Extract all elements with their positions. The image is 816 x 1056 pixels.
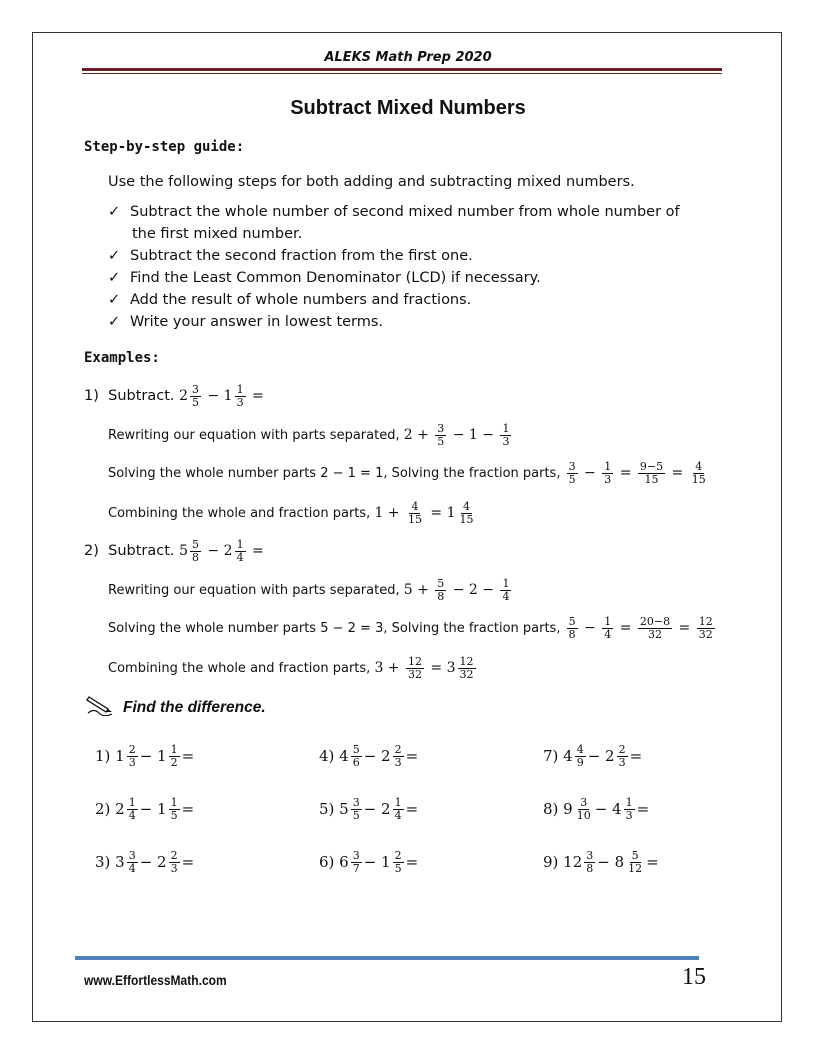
check-icon: ✓	[108, 270, 121, 286]
exercise-number: 4)	[319, 747, 335, 766]
check-icon: ✓	[108, 204, 121, 220]
solve-expression: $\frac{3}{5}$ − $\frac{1}{3}$ = $\frac{9-5}{15}$ = $\frac{4}{15}$	[568, 460, 706, 486]
exercise-item: 6) 6 $\frac{3}{7}$ − 1 $\frac{2}{5}$ =	[319, 849, 419, 875]
guide-step	[108, 314, 383, 330]
pencil-icon	[86, 694, 116, 720]
exercise-item: 5) 5 $\frac{3}{5}$ − 2 $\frac{1}{4}$ =	[319, 796, 419, 822]
guide-step-text: Subtract the second fraction from the first one.	[130, 248, 473, 264]
example-2-problem	[84, 539, 264, 563]
guide-step	[108, 292, 471, 308]
rewrite-text: Rewriting our equation with parts separated,	[108, 582, 400, 598]
exercise-item: 7) 4 $\frac{4}{9}$ − 2 $\frac{2}{3}$ =	[543, 743, 643, 769]
example-2-solve	[108, 616, 717, 640]
guide-step-text: Add the result of whole numbers and fractions.	[130, 292, 472, 308]
check-icon: ✓	[108, 248, 121, 264]
rewrite-expression: 2 + $\frac{3}{5}$ − 1 − $\frac{1}{3}$	[403, 422, 510, 448]
footer-rule	[75, 956, 699, 960]
exercise-item: 1) 1 $\frac{2}{3}$ − 1 $\frac{1}{2}$ =	[95, 743, 195, 769]
page-number: 15	[682, 964, 706, 990]
example-1-rewrite	[108, 423, 513, 447]
combine-text: Combining the whole and fraction parts,	[108, 660, 371, 676]
example-2-combine	[108, 656, 478, 680]
combine-text: Combining the whole and fraction parts,	[108, 505, 371, 521]
solve-text: Solving the whole number parts 2 − 1 = 1, Solving the fraction parts,	[108, 465, 561, 481]
guide-step	[108, 248, 473, 264]
guide-step-text: Find the Least Common Denominator (LCD) if necessary.	[130, 270, 541, 286]
exercise-item: 3) 3 $\frac{3}{4}$ − 2 $\frac{2}{3}$ =	[95, 849, 195, 875]
exercise-number: 9)	[543, 853, 559, 872]
example-2-rewrite	[108, 578, 513, 602]
rewrite-expression: 5 + $\frac{5}{8}$ − 2 − $\frac{1}{4}$	[403, 577, 510, 603]
exercise-item: 4) 4 $\frac{5}{6}$ − 2 $\frac{2}{3}$ =	[319, 743, 419, 769]
guide-step	[108, 270, 541, 286]
example-1-expression: 2 $\frac{3}{5}$ − 1 $\frac{1}{3}$ =	[179, 383, 264, 409]
header-rule-thin	[82, 73, 722, 74]
exercise-number: 8)	[543, 800, 559, 819]
guide-step	[108, 204, 680, 220]
guide-step-text: Subtract the whole number of second mixed number from whole number of	[130, 204, 680, 220]
example-1-problem	[84, 384, 264, 408]
example-word: Subtract.	[108, 543, 175, 560]
guide-intro: Use the following steps for both adding and subtracting mixed numbers.	[108, 174, 635, 190]
solve-text: Solving the whole number parts 5 − 2 = 3, Solving the fraction parts,	[108, 620, 561, 636]
example-number: 2)	[84, 543, 99, 560]
combine-expression: 1 + $\frac{4}{15}$ = 1 $\frac{4}{15}$	[374, 500, 474, 526]
example-1-solve	[108, 461, 710, 485]
header-title: ALEKS Math Prep 2020	[324, 50, 492, 65]
example-2-expression: 5 $\frac{5}{8}$ − 2 $\frac{1}{4}$ =	[179, 538, 264, 564]
check-icon: ✓	[108, 314, 121, 330]
example-word: Subtract.	[108, 388, 175, 405]
exercise-number: 3)	[95, 853, 111, 872]
exercise-item: 2) 2 $\frac{1}{4}$ − 1 $\frac{1}{5}$ =	[95, 796, 195, 822]
check-icon: ✓	[108, 292, 121, 308]
header-rule-thick	[82, 68, 722, 71]
footer-url[interactable]: www.EffortlessMath.com	[84, 972, 227, 988]
guide-label: Step-by-step guide:	[84, 139, 245, 155]
exercise-number: 2)	[95, 800, 111, 819]
example-1-combine	[108, 501, 478, 525]
page-title: Subtract Mixed Numbers	[290, 97, 526, 119]
guide-step-text: Write your answer in lowest terms.	[130, 314, 384, 330]
solve-expression: $\frac{5}{8}$ − $\frac{1}{4}$ = $\frac{20-8}{32}$ = $\frac{12}{32}$	[568, 615, 713, 641]
rewrite-text: Rewriting our equation with parts separated,	[108, 427, 400, 443]
exercise-item: 9) 12 $\frac{3}{8}$ − 8 $\frac{5}{12}$ =	[543, 849, 659, 875]
exercise-number: 7)	[543, 747, 559, 766]
guide-step-continuation: the first mixed number.	[132, 226, 303, 242]
exercise-item: 8) 9 $\frac{3}{10}$ − 4 $\frac{1}{3}$ =	[543, 796, 650, 822]
examples-label: Examples:	[84, 350, 160, 366]
example-number: 1)	[84, 388, 99, 405]
exercise-title: Find the difference.	[123, 699, 266, 716]
combine-expression: 3 + $\frac{12}{32}$ = 3 $\frac{12}{32}$	[374, 655, 474, 681]
exercise-number: 6)	[319, 853, 335, 872]
exercise-number: 5)	[319, 800, 335, 819]
exercise-number: 1)	[95, 747, 111, 766]
